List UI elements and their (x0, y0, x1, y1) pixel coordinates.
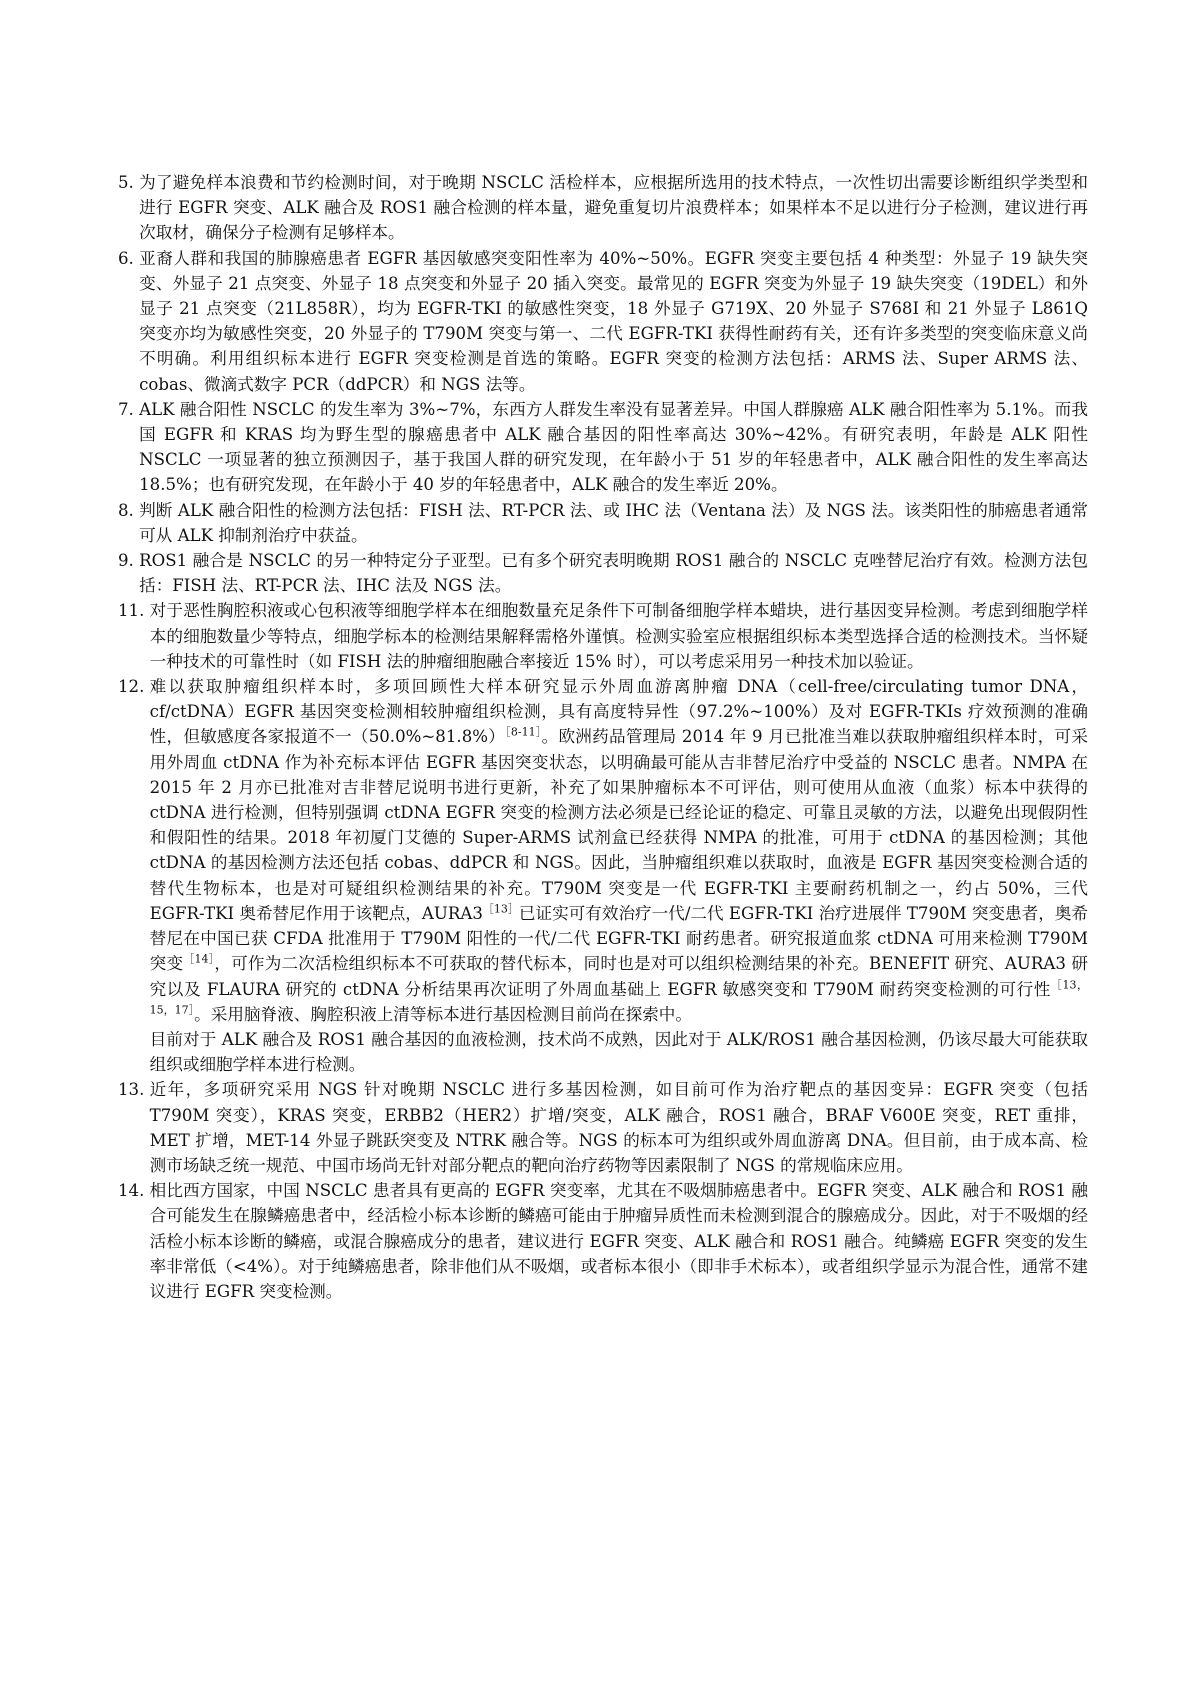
note-paragraph (150, 674, 1088, 1027)
text-run: 为了避免样本浪费和节约检测时间，对于晚期 NSCLC 活检样本，应根据所选用的技术特点，一次性切出需要诊断组织学类型和进行 EGFR 突变、ALK 融合及 ROS1 融合检测的样本量，避免重复切片浪费样本；如果样本不足以进行分子检测，建议进行再次取材，确保分子检测有足够样本。 (139, 173, 1088, 243)
note-paragraph (150, 1178, 1088, 1304)
note-body (150, 598, 1088, 674)
text-run: 难以获取肿瘤组织样本时，多项回顾性大样本研究显示外周血游离肿瘤 DNA（cell-free/circulating tumor DNA，cf/ctDNA）EGFR 基因突变检测相较肿瘤组织检测，具有高度特异性（97.2%~100%）及对 EGFR-TKIs 疗效预测的准确性，但敏感度各家报道不一（50.0%~81.8%） (149, 677, 1088, 747)
note-item (118, 674, 1088, 1077)
note-item (118, 548, 1088, 598)
note-number: 6. (118, 248, 140, 268)
note-number: 11. (118, 601, 150, 621)
note-item (118, 598, 1088, 674)
note-number: 7. (118, 399, 140, 419)
note-body (139, 548, 1088, 598)
note-paragraph (150, 1077, 1088, 1178)
note-body (139, 170, 1088, 246)
note-body (150, 1077, 1088, 1178)
text-run: 已证实可有效治疗一代/二代 EGFR-TKI 治疗进展伴 T790M 突变患者，奥希替尼在中国已获 CFDA 批准用于 T790M 阳性的一代/二代 EGFR-TKI 耐药患者。研究报道血浆 ctDNA 可用来检测 T790M 突变 (149, 903, 1088, 974)
note-item (118, 170, 1088, 246)
text-run: ROS1 融合是 NSCLC 的另一种特定分子亚型。已有多个研究表明晚期 ROS1 融合的 NSCLC 克唑替尼治疗有效。检测方法包括：FISH 法、RT-PCR 法、IHC 法及 NGS 法。 (139, 551, 1088, 596)
text-run: 。欧洲药品管理局 2014 年 9 月已批准当难以获取肿瘤组织样本时，可采用外周血 ctDNA 作为补充标本评估 EGFR 基因突变状态，以明确最可能从吉非替尼治疗中受益的 NSCLC 患者。NMPA 在 2015 年 2 月亦已批准对吉非替尼说明书进行更新，补充了如果肿瘤标本不可评估，则可使用从血液（血浆）标本中获得的 ctDNA 进行检测，但特别强调 ctDNA EGFR 突变的检测方法必须是已经论证的稳定、可靠且灵敏的方法，以避免出现假阴性和假阳性的结果。2018 年初厦门艾德的 Super-ARMS 试剂盒已经获得 NMPA 的批准，可用于 ctDNA 的基因检测；其他 ctDNA 的基因检测方法还包括 cobas、ddPCR 和 NGS。因此，当肿瘤组织难以获取时，血液是 EGFR 基因突变检测合适的替代生物标本，也是对可疑组织检测结果的补充。T790M 突变是一代 EGFR-TKI 主要耐药机制之一，约占 50%，三代 EGFR-TKI 奥希替尼作用于该靶点，AURA3 (149, 727, 1088, 923)
text-run: 亚裔人群和我国的肺腺癌患者 EGFR 基因敏感突变阳性率为 40%~50%。EGFR 突变主要包括 4 种类型：外显子 19 缺失突变、外显子 21 点突变、外显子 18 点突变和外显子 20 插入突变。最常见的 EGFR 突变为外显子 19 缺失突变（19DEL）和外显子 21 点突变（21L858R），均为 EGFR-TKI 的敏感性突变，18 外显子 G719X、20 外显子 S768I 和 21 外显子 L861Q 突变亦均为敏感性突变，20 外显子的 T790M 突变与第一、二代 EGFR-TKI 获得性耐药有关，还有许多类型的突变临床意义尚不明确。利用组织标本进行 EGFR 突变检测是首选的策略。EGFR 突变的检测方法包括：ARMS 法、Super ARMS 法、cobas、微滴式数字 PCR（ddPCR）和 NGS 法等。 (139, 248, 1088, 394)
note-paragraph (139, 498, 1088, 548)
note-item (118, 498, 1088, 548)
note-body (139, 498, 1088, 548)
citation-reference: ［14］ (183, 952, 215, 966)
text-run: 判断 ALK 融合阳性的检测方法包括：FISH 法、RT-PCR 法、或 IHC 法（Ventana 法）及 NGS 法。该类阳性的肺癌患者通常可从 ALK 抑制剂治疗中获益。 (139, 500, 1088, 545)
note-item (118, 397, 1088, 498)
note-paragraph (150, 598, 1088, 674)
notes-list (118, 170, 1088, 1304)
note-number: 9. (118, 551, 140, 571)
note-paragraph (139, 170, 1088, 246)
citation-reference: ［13，15，17］ (149, 977, 1088, 1017)
note-item (118, 246, 1088, 397)
note-body (150, 674, 1088, 1077)
text-run: 对于恶性胸腔积液或心包积液等细胞学样本在细胞数量充足条件下可制备细胞学样本蜡块，进行基因变异检测。考虑到细胞学样本的细胞数量少等特点，细胞学标本的检测结果解释需格外谨慎。检测实验室应根据组织标本类型选择合适的检测技术。当怀疑一种技术的可靠性时（如 FISH 法的肿瘤细胞融合率接近 15% 时），可以考虑采用另一种技术加以验证。 (149, 601, 1088, 671)
text-run: 相比西方国家，中国 NSCLC 患者具有更高的 EGFR 突变率，尤其在不吸烟肺癌患者中。EGFR 突变、ALK 融合和 ROS1 融合可能发生在腺鳞癌患者中，经活检小标本诊断的鳞癌可能由于肿瘤异质性而未检测到混合的腺癌成分。因此，对于不吸烟的经活检小标本诊断的鳞癌，或混合腺癌成分的患者，建议进行 EGFR 突变、ALK 融合和 ROS1 融合。纯鳞癌 EGFR 突变的发生率非常低（<4%）。对于纯鳞癌患者，除非他们从不吸烟，或者标本很小（即非手术标本），或者组织学显示为混合性，通常不建议进行 EGFR 突变检测。 (149, 1181, 1088, 1301)
text-run: ALK 融合阳性 NSCLC 的发生率为 3%~7%，东西方人群发生率没有显著差异。中国人群腺癌 ALK 融合阳性率为 5.1%。而我国 EGFR 和 KRAS 均为野生型的腺癌患者中 ALK 融合基因的阳性率高达 30%~42%。有研究表明，年龄是 ALK 阳性 NSCLC 一项显著的独立预测因子，基于我国人群的研究发现，在年龄小于 51 岁的年轻患者中，ALK 融合阳性的发生率高达 18.5%；也有研究发现，在年龄小于 40 岁的年轻患者中，ALK 融合的发生率近 20%。 (139, 399, 1088, 495)
note-number: 5. (118, 173, 140, 192)
text-run: 目前对于 ALK 融合及 ROS1 融合基因的血液检测，技术尚不成熟，因此对于 ALK/ROS1 融合基因检测，仍该尽最大可能获取组织或细胞学样本进行检测。 (149, 1029, 1088, 1075)
note-body (139, 246, 1088, 397)
note-item (118, 1178, 1088, 1304)
citation-reference: ［13］ (482, 902, 519, 916)
note-number: 8. (118, 500, 140, 520)
note-number: 14. (118, 1181, 150, 1201)
citation-reference: ［8-11］ (505, 725, 542, 739)
note-paragraph (139, 246, 1088, 397)
note-body (150, 1178, 1088, 1304)
text-run: 近年，多项研究采用 NGS 针对晚期 NSCLC 进行多基因检测，如目前可作为治疗靶点的基因变异：EGFR 突变（包括 T790M 突变），KRAS 突变，ERBB2（HER2）扩增/突变，ALK 融合，ROS1 融合，BRAF V600E 突变，RET 重排，MET 扩增，MET-14 外显子跳跃突变及 NTRK 融合等。NGS 的标本可为组织或外周血游离 DNA。但目前，由于成本高、检测市场缺乏统一规范、中国市场尚无针对部分靶点的靶向治疗药物等因素限制了 NGS 的常规临床应用。 (149, 1080, 1088, 1175)
note-item (118, 1077, 1088, 1178)
text-run: ，可作为二次活检组织标本不可获取的替代标本，同时也是对可以组织检测结果的补充。BENEFIT 研究、AURA3 研究以及 FLAURA 研究的 ctDNA 分析结果再次证明了外周血基础上 EGFR 敏感突变和 T790M 耐药突变检测的可行性 (149, 954, 1088, 999)
note-paragraph (139, 397, 1088, 498)
note-paragraph (150, 1027, 1088, 1077)
note-body (139, 397, 1088, 498)
note-number: 12. (118, 677, 150, 697)
text-run: 。采用脑脊液、胸腔积液上清等标本进行基因检测目前尚在探索中。 (194, 1004, 692, 1024)
note-number: 13. (118, 1080, 150, 1100)
note-paragraph (139, 548, 1088, 598)
